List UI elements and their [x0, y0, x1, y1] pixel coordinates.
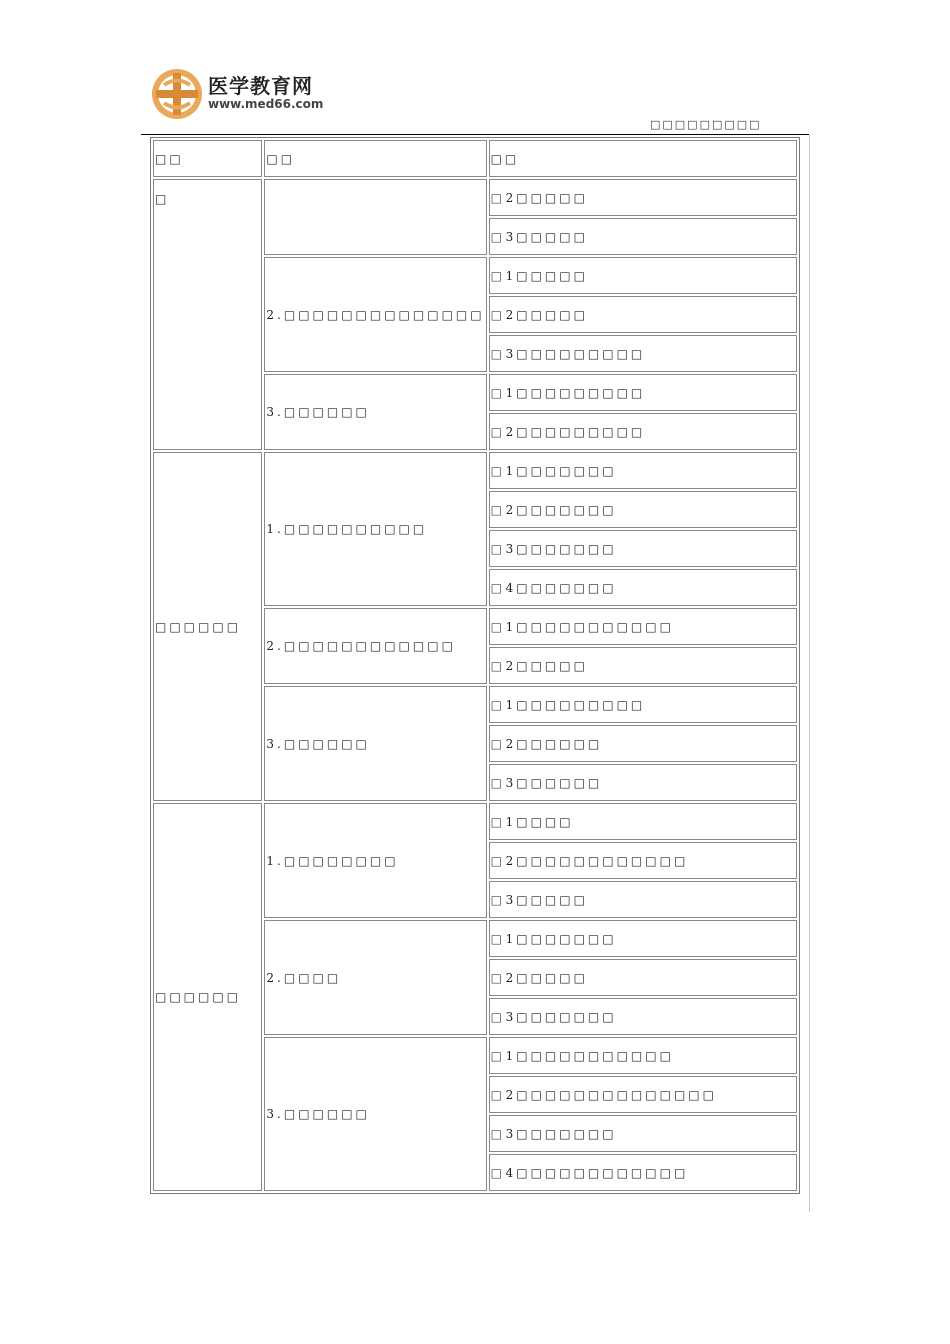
header-element: □□ [264, 140, 486, 177]
detail-cell: □3□□□□□ [489, 218, 797, 255]
detail-cell: □3□□□□□□ [489, 764, 797, 801]
detail-cell: □2□□□□□□□□□□□□ [489, 842, 797, 879]
unit-cell: □□□□□□ [153, 803, 262, 1191]
logo-title: 医学教育网 [208, 74, 313, 98]
detail-cell: □1□□□□□□□ [489, 920, 797, 957]
detail-cell: □2□□□□□ [489, 179, 797, 216]
table-row [153, 179, 797, 216]
med66-logo-icon [150, 67, 204, 121]
detail-cell: □1□□□□□□□□□ [489, 374, 797, 411]
unit-cell: □□□□□□ [153, 452, 262, 801]
header-detail: □□ [489, 140, 797, 177]
element-cell: 2.□□□□□□□□□□□□ [264, 608, 486, 684]
detail-cell: □3□□□□□□□ [489, 998, 797, 1035]
detail-cell: □1□□□□ [489, 803, 797, 840]
detail-cell: □2□□□□□ [489, 959, 797, 996]
element-cell: 1.□□□□□□□□□□ [264, 452, 486, 606]
detail-cell: □3□□□□□ [489, 881, 797, 918]
table-header-row [153, 140, 797, 177]
detail-cell: □2□□□□□ [489, 296, 797, 333]
element-cell: 2.□□□□ [264, 920, 486, 1035]
element-cell: 3.□□□□□□ [264, 374, 486, 450]
header-note: □□□□□□□□□ [650, 118, 762, 131]
detail-cell: □1□□□□□□□□□ [489, 686, 797, 723]
detail-cell: □3□□□□□□□□□ [489, 335, 797, 372]
syllabus-table [150, 137, 800, 1194]
detail-cell: □2□□□□□□□□□ [489, 413, 797, 450]
detail-cell: □4□□□□□□□ [489, 569, 797, 606]
detail-cell: □1□□□□□□□□□□□ [489, 608, 797, 645]
table-row [153, 803, 797, 840]
detail-cell: □2□□□□□□ [489, 725, 797, 762]
detail-cell: □1□□□□□ [489, 257, 797, 294]
detail-cell: □3□□□□□□□ [489, 1115, 797, 1152]
header-rule [141, 134, 809, 135]
detail-cell: □1□□□□□□□ [489, 452, 797, 489]
page-margin-line [809, 135, 810, 1212]
detail-cell: □3□□□□□□□ [489, 530, 797, 567]
detail-cell: □2□□□□□□□ [489, 491, 797, 528]
element-cell: 3.□□□□□□ [264, 1037, 486, 1191]
unit-cell: □ [153, 179, 262, 450]
element-cell [264, 179, 486, 255]
detail-cell: □1□□□□□□□□□□□ [489, 1037, 797, 1074]
logo-url: www.med66.com [208, 97, 324, 111]
table-row [153, 452, 797, 489]
detail-cell: □2□□□□□□□□□□□□□□ [489, 1076, 797, 1113]
header-unit: □□ [153, 140, 262, 177]
element-cell: 3.□□□□□□ [264, 686, 486, 801]
detail-cell: □4□□□□□□□□□□□□ [489, 1154, 797, 1191]
detail-cell: □2□□□□□ [489, 647, 797, 684]
site-logo [150, 67, 340, 123]
element-cell: 1.□□□□□□□□ [264, 803, 486, 918]
element-cell: 2.□□□□□□□□□□□□□□ [264, 257, 486, 372]
